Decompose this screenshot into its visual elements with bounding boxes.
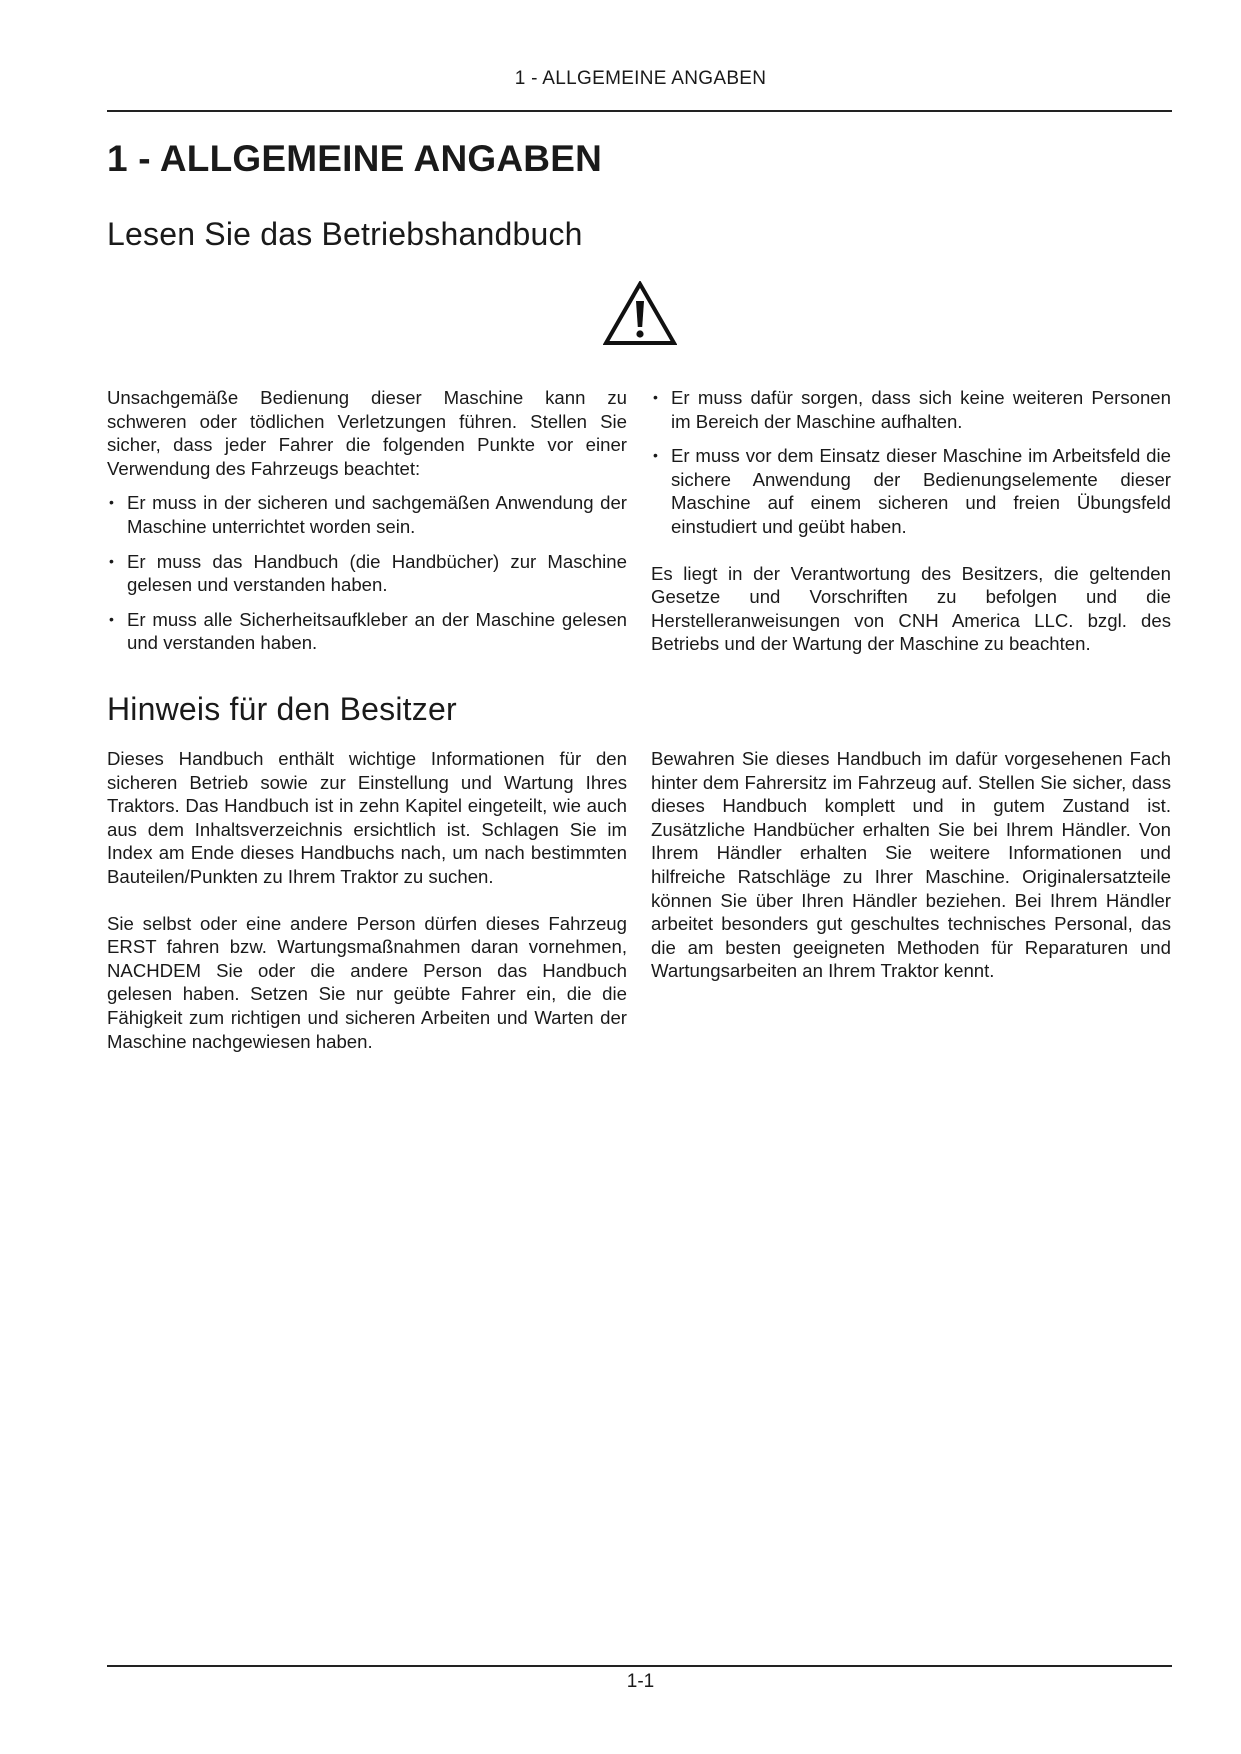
section2-right-column [651, 747, 1171, 983]
warning-triangle-icon [603, 281, 677, 346]
section2-left-column [107, 747, 627, 1053]
owner-paragraph-1: Dieses Handbuch enthält wichtige Informationen für den sicheren Betrieb sowie zur Einstellung und Wartung Ihres Traktors. Das Handbuch ist in zehn Kapitel eingeteilt, wie auch aus dem Inhaltsverzeichnis ersichtlich ist. Schlagen Sie im Index am Ende dieses Handbuchs nach, um nach bestimmten Bauteilen/Punkten zu Ihrem Traktor zu suchen. [107, 748, 627, 887]
list-item: • Er muss vor dem Einsatz dieser Maschine im Arbeitsfeld die sichere Anwendung der Bedienungselemente dieser Maschine auf einem sicheren und freien Übungsfeld einstudiert und geübt haben. [651, 444, 1171, 538]
running-header: 1 - ALLGEMEINE ANGABEN [514, 68, 767, 89]
owner-paragraph-2: Sie selbst oder eine andere Person dürfen dieses Fahrzeug ERST fahren bzw. Wartungsmaßnahmen daran vornehmen, NACHDEM Sie oder die andere Person das Handbuch gelesen haben. Setzen Sie nur geübte Fahrer ein, die die Fähigkeit zum richtigen und sicheren Arbeiten und Warten der Maschine nachgewiesen haben. [107, 912, 627, 1052]
page-number: 1-1 [626, 1671, 655, 1692]
header-divider [107, 110, 1172, 112]
bullet-list-right [651, 386, 1171, 539]
owner-paragraph-3: Bewahren Sie dieses Handbuch im dafür vorgesehenen Fach hinter dem Fahrersitz im Fahrzeug auf. Stellen Sie sicher, dass dieses Handbuch komplett und in gutem Zustand ist. Zusätzliche Handbücher erhalten Sie bei Ihrem Händler. Von Ihrem Händler erhalten Sie weitere Informationen und hilfreiche Ratschläge zu Ihrer Maschine. Originalersatzteile können Sie über Ihren Händler beziehen. Bei Ihrem Händler arbeitet besonders gut geschultes technisches Personal, das die am besten geeigneten Methoden für Reparaturen und Wartungsarbeiten an Ihrem Traktor kennt. [651, 748, 1171, 982]
list-item: • Er muss alle Sicherheitsaufkleber an der Maschine gelesen und verstanden haben. [107, 608, 627, 655]
section-heading-betriebshandbuch: Lesen Sie das Betriebshandbuch [107, 216, 583, 252]
list-item: • Er muss das Handbuch (die Handbücher) zur Maschine gelesen und verstanden haben. [107, 550, 627, 597]
responsibility-paragraph: Es liegt in der Verantwortung des Besitzers, die geltenden Gesetze und Vorschriften zu befolgen und die Herstelleranweisungen von CNH America LLC. bzgl. des Betriebs und der Wartung der Maschine zu beachten. [651, 562, 1171, 655]
section1-right-column [651, 386, 1171, 656]
page-title: 1 - ALLGEMEINE ANGABEN [107, 138, 603, 179]
bullet-list-left [107, 491, 627, 655]
intro-paragraph: Unsachgemäße Bedienung dieser Maschine kann zu schweren oder tödlichen Verletzungen führen. Stellen Sie sicher, dass jeder Fahrer die folgenden Punkte vor einer Verwendung des Fahrzeugs beachtet: [107, 387, 627, 479]
section-heading-besitzer: Hinweis für den Besitzer [107, 691, 457, 727]
section1-left-column [107, 386, 627, 655]
footer-divider [107, 1665, 1172, 1667]
list-item: • Er muss in der sicheren und sachgemäßen Anwendung der Maschine unterrichtet worden sein. [107, 491, 627, 538]
list-item: • Er muss dafür sorgen, dass sich keine weiteren Personen im Bereich der Maschine aufhalten. [651, 386, 1171, 433]
